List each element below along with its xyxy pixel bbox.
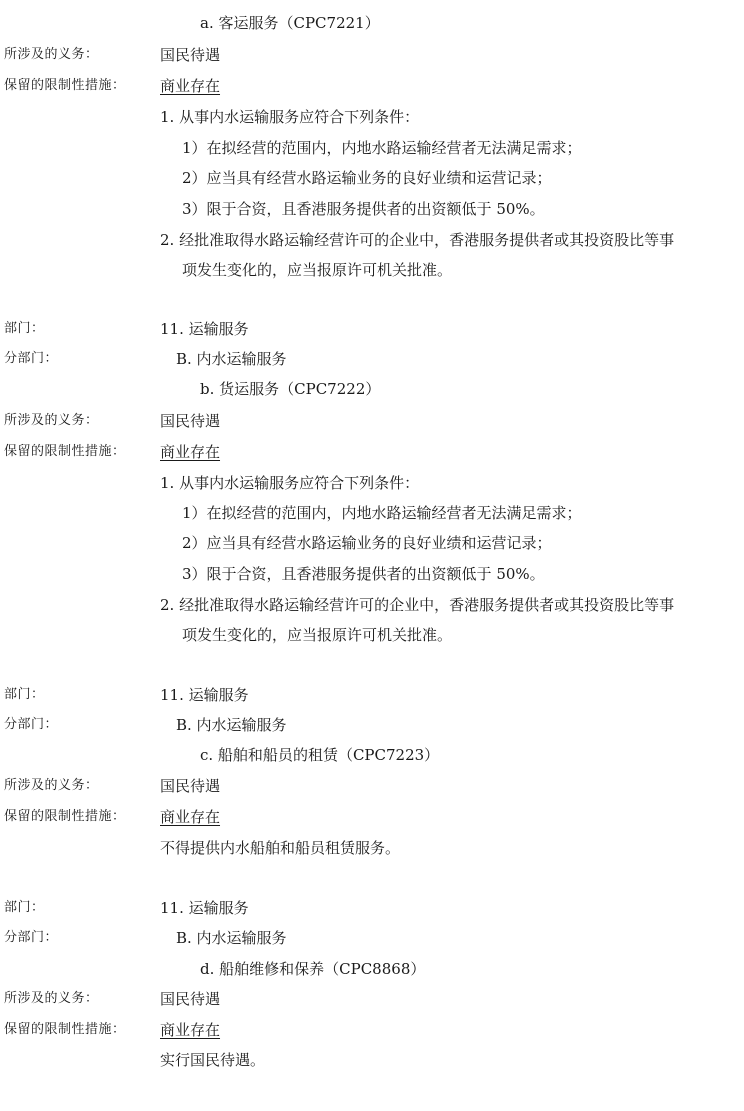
obligations-label: 所涉及的义务： [4,991,99,1006]
subsector-value: B. 内水运输服务 [176,716,287,734]
item-title: b. 货运服务（CPC7222） [200,380,381,398]
measures-label: 保留的限制性措施： [4,1022,126,1037]
subsector-label: 分部门： [4,717,59,732]
item-title: a. 客运服务（CPC7221） [200,14,380,32]
obligation-value: 国民待遇 [160,990,221,1008]
document-page: a. 客运服务（CPC7221） 所涉及的义务： 国民待遇 保留的限制性措施： 商业存在 1. 从事内水运输服务应符合下列条件： 1）在拟经营的范围内，内地水路运输经营者无法满足需求； 2）应当具有经营水路运输业务的良好业绩和运营记录； 3）限于合资，且香港服务提供者的出资额低于 50%。 2. 经批准取得水路运输经营许可的企业中，香港服务提供者或其投资股比等事 项发生变化的，应当报原许可机关批准。 部门： 11. 运输服务 分部门： B. 内水运输服务 b. 货运服务（CPC7222） 所涉及的义务： 国民待遇 保留的限制性措施： 商业存在 1. 从事内水运输服务应符合下列条件： 1）在拟经营的范围内，内地水路运输经营者无法满足需求； 2）应当具有经营水路运输业务的良好业绩和运营记录； 3）限于合资，且香港服务提供者的出资额低于 50%。 2. 经批准取得水路运输经营许可的企业中，香港服务提供者或其投资股比等事 项发生变化的，应当报原许可机关批准。 部门： 11. 运输服务 分部门： B. 内水运输服务 c. 船舶和船员的租赁（CPC7223） 所涉及的义务： 国民待遇 保留的限制性措施： 商业存在 不得提供内水船舶和船员租赁服务。 部门： 11. 运输服务 分部门： B. 内水运输服务 d. 船舶维修和保养（CPC8868） 所涉及的义务： 国民待遇 保留的限制性措施： 商业存在 实行国民待遇。 [4,14,675,1069]
sector-label: 部门： [4,687,45,702]
sector-label: 部门： [4,900,45,915]
sector-value: 11. 运输服务 [160,320,249,338]
subsector-label: 分部门： [4,930,59,945]
measures-label: 保留的限制性措施： [4,78,126,93]
subsector-value: B. 内水运输服务 [176,350,287,368]
obligations-label: 所涉及的义务： [4,47,99,62]
obligations-label: 所涉及的义务： [4,413,99,428]
measures-label: 保留的限制性措施： [4,444,126,459]
obligation-value: 国民待遇 [160,777,221,795]
obligations-label: 所涉及的义务： [4,778,99,793]
measure-title: 商业存在 [160,808,221,826]
measures-label: 保留的限制性措施： [4,809,126,824]
sector-label: 部门： [4,321,45,336]
subsector-label: 分部门： [4,351,59,366]
measure-title: 商业存在 [160,1021,221,1039]
measure-title: 商业存在 [160,77,221,95]
obligation-value: 国民待遇 [160,46,221,64]
item-title: d. 船舶维修和保养（CPC8868） [200,960,426,978]
item-title: c. 船舶和船员的租赁（CPC7223） [200,746,440,764]
subsector-value: B. 内水运输服务 [176,929,287,947]
sector-value: 11. 运输服务 [160,899,249,917]
obligation-value: 国民待遇 [160,412,221,430]
sector-value: 11. 运输服务 [160,686,249,704]
measure-title: 商业存在 [160,443,221,461]
